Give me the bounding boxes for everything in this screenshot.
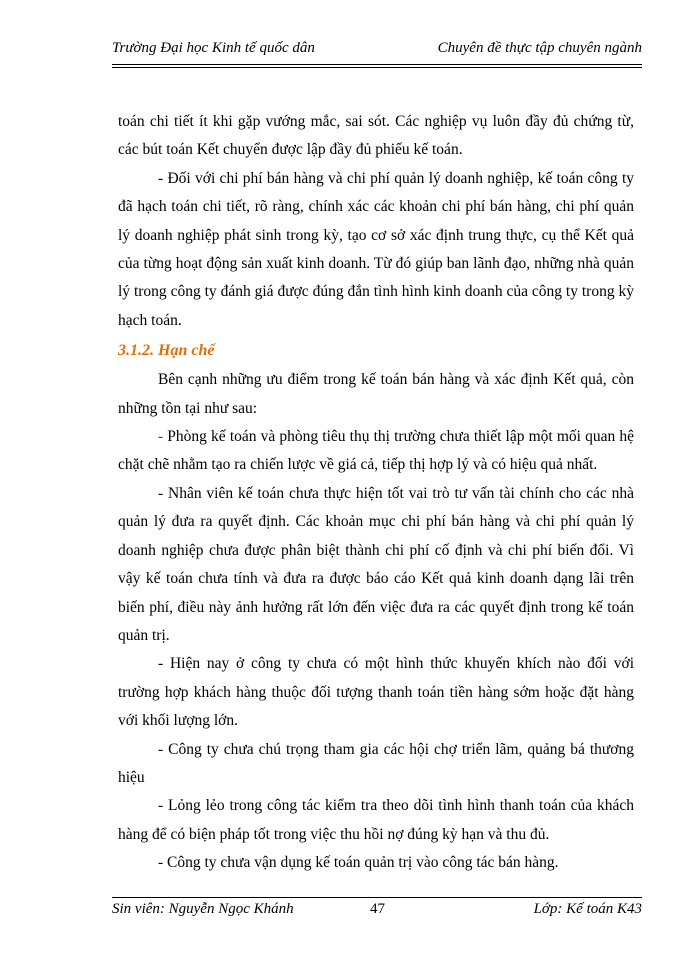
page-footer xyxy=(112,901,642,923)
bullet-dash: - xyxy=(158,428,164,446)
footer-student-name: Sin viên: Nguyễn Ngọc Khánh xyxy=(112,901,294,917)
paragraph-limitation-6: - Công ty chưa vận dụng kế toán quản trị vào công tác bán hàng. xyxy=(158,854,559,872)
page-header xyxy=(112,40,642,62)
document-body xyxy=(118,108,634,878)
header-report-title: Chuyên đề thực tập chuyên ngành xyxy=(437,40,642,56)
paragraph-limitation-1 xyxy=(118,423,634,480)
paragraph-limitation-3: - Hiện nay ở công ty chưa có một hình thức khuyến khích nào đối với trường hợp khách hàng thuộc đối tượng thanh toán tiền hàng sớm hoặc đặt hàng với khối lượng lớn. xyxy=(118,655,634,730)
paragraph-limitation-5: - Lỏng lẻo trong công tác kiểm tra theo dõi tình hình thanh toán của khách hàng để có biện pháp tốt trong việc thu hồi nợ đúng kỳ hạn và thu đủ. xyxy=(118,797,634,843)
paragraph-continuation: toán chi tiết ít khi gặp vướng mắc, sai sót. Các nghiệp vụ luôn đầy đủ chứng từ, các bút toán Kết chuyển được lập đầy đủ phiếu kế toán. xyxy=(118,113,634,159)
section-heading: 3.1.2. Hạn chế xyxy=(118,342,215,360)
header-university: Trường Đại học Kinh tế quốc dân xyxy=(112,40,315,56)
paragraph-selling-costs: - Đối với chi phí bán hàng và chi phí quản lý doanh nghiệp, kế toán công ty đã hạch toán chi tiết, rõ ràng, chính xác các khoản chi phí bán hàng, chi phí quản lý doanh nghiệp phát sinh trong kỳ, tạo cơ sở xác định trung thực, cụ thể Kết quả của từng hoạt động sản xuất kinh doanh. Từ đó giúp ban lãnh đạo, những nhà quản lý trong công ty đánh giá được đúng đắn tình hình kinh doanh của công ty trong kỳ hạch toán. xyxy=(118,169,634,329)
paragraph-limitation-2: - Nhân viên kế toán chưa thực hiện tốt vai trò tư vấn tài chính cho các nhà quản lý đưa ra quyết định. Các khoản mục chi phí bán hàng và chi phí quản lý doanh nghiệp chưa được phân biệt thành chi phí cố định và chi phí biến đổi. Vì vậy kế toán chưa tính và đưa ra được báo cáo Kết quả kinh doanh dạng lãi trên biến phí, điều này ảnh hưởng rất lớn đến việc đưa ra các quyết định trong kế toán quản trị. xyxy=(118,484,634,644)
limitation-1-text: Phòng kế toán và phòng tiêu thụ thị trường chưa thiết lập một mối quan hệ chặt chẽ nhằm tạo ra chiến lược về giá cả, tiếp thị hợp lý và có hiệu quả nhất. xyxy=(118,428,634,474)
footer-class: Lớp: Kế toán K43 xyxy=(533,901,642,917)
footer-divider xyxy=(112,897,642,898)
paragraph-intro-limitations: Bên cạnh những ưu điểm trong kế toán bán hàng và xác định Kết quả, còn những tồn tại như sau: xyxy=(118,371,634,417)
paragraph-limitation-4: - Công ty chưa chú trọng tham gia các hội chợ triển lãm, quảng bá thương hiệu xyxy=(118,740,634,786)
page-number: 47 xyxy=(370,901,385,917)
header-divider xyxy=(112,64,642,68)
